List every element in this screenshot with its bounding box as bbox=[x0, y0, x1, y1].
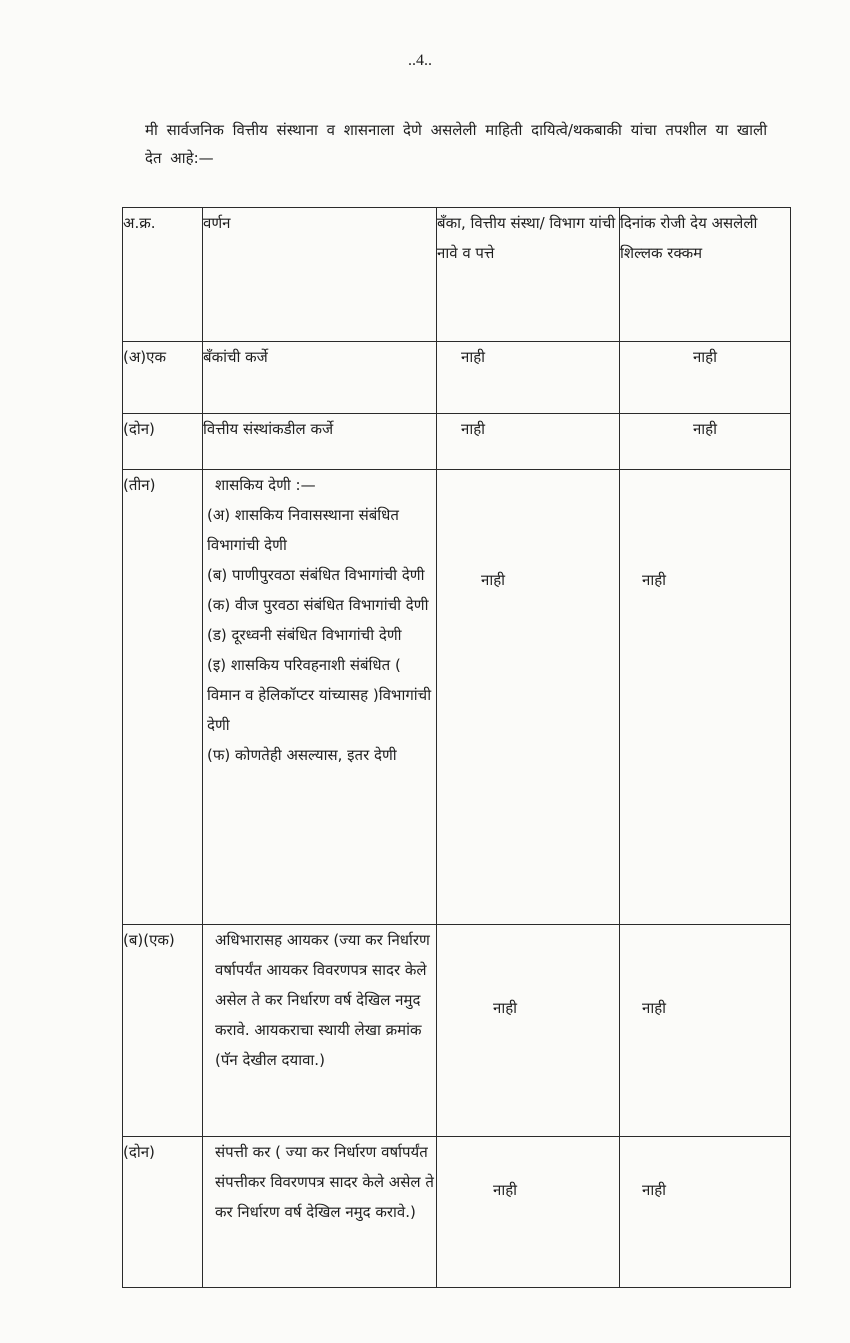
description-line: (अ) शासकिय निवासस्थाना संबंधित विभागांची देणी bbox=[207, 506, 399, 554]
page-number: ..4.. bbox=[408, 52, 432, 69]
header-bank-details: बँका, वित्तीय संस्था/ विभाग यांची नावे व पत्ते bbox=[437, 208, 620, 342]
row-bank-value: नाही bbox=[437, 414, 620, 470]
description-line: (ब) पाणीपुरवठा संबंधित विभागांची देणी bbox=[207, 566, 425, 584]
liabilities-table bbox=[122, 207, 791, 1288]
row-serial: (दोन) bbox=[123, 414, 203, 470]
row-serial: (ब)(एक) bbox=[123, 925, 203, 1137]
description-line: (ड) दूरध्वनी संबंधित विभागांची देणी bbox=[207, 626, 402, 644]
row-balance-value: नाही bbox=[620, 925, 791, 1137]
intro-paragraph: मी सार्वजनिक वित्तीय संस्थाना व शासनाला देणे असलेली माहिती दायित्वे/थकबाकी यांचा तपशील या खाली देत आहे:— bbox=[145, 121, 768, 167]
table-row bbox=[123, 925, 791, 1137]
row-description: संपत्ती कर ( ज्या कर निर्धारण वर्षापर्यंत संपत्तीकर विवरणपत्र सादर केले असेल ते कर निर्धारण वर्ष देखिल नमुद करावे.) bbox=[203, 1137, 437, 1288]
row-serial: (अ)एक bbox=[123, 342, 203, 414]
row-description: अधिभारासह आयकर (ज्या कर निर्धारण वर्षापर्यंत आयकर विवरणपत्र सादर केले असेल ते कर निर्धारण वर्ष देखिल नमुद करावे. आयकराचा स्थायी लेखा क्रमांक (पॅन देखील दयावा.) bbox=[203, 925, 437, 1137]
row-balance-value: नाही bbox=[620, 342, 791, 414]
header-description: वर्णन bbox=[203, 208, 437, 342]
header-serial: अ.क्र. bbox=[123, 208, 203, 342]
table-row bbox=[123, 470, 791, 925]
description-line: (क) वीज पुरवठा संबंधित विभागांची देणी bbox=[207, 596, 429, 614]
row-balance-value: नाही bbox=[620, 1137, 791, 1288]
row-description: वित्तीय संस्थांकडील कर्जे bbox=[203, 414, 437, 470]
row-serial: (तीन) bbox=[123, 470, 203, 925]
row-bank-value: नाही bbox=[437, 342, 620, 414]
header-balance: दिनांक रोजी देय असलेली शिल्लक रक्कम bbox=[620, 208, 791, 342]
row-description: बँकांची कर्जे bbox=[203, 342, 437, 414]
table-row bbox=[123, 1137, 791, 1288]
row-balance-value: नाही bbox=[620, 470, 791, 925]
row-description-list bbox=[203, 470, 437, 925]
row-balance-value: नाही bbox=[620, 414, 791, 470]
description-line: (फ) कोणतेही असल्यास, इतर देणी bbox=[207, 746, 397, 764]
description-line: (इ) शासकिय परिवहनाशी संबंधित ( विमान व हेलिकॉप्टर यांच्यासह )विभागांची देणी bbox=[207, 656, 432, 734]
table-header-row bbox=[123, 208, 791, 342]
row-bank-value: नाही bbox=[437, 925, 620, 1137]
row-bank-value: नाही bbox=[437, 470, 620, 925]
description-line: शासकिय देणी :— bbox=[215, 476, 316, 494]
row-serial: (दोन) bbox=[123, 1137, 203, 1288]
table-row bbox=[123, 342, 791, 414]
table-row bbox=[123, 414, 791, 470]
row-bank-value: नाही bbox=[437, 1137, 620, 1288]
